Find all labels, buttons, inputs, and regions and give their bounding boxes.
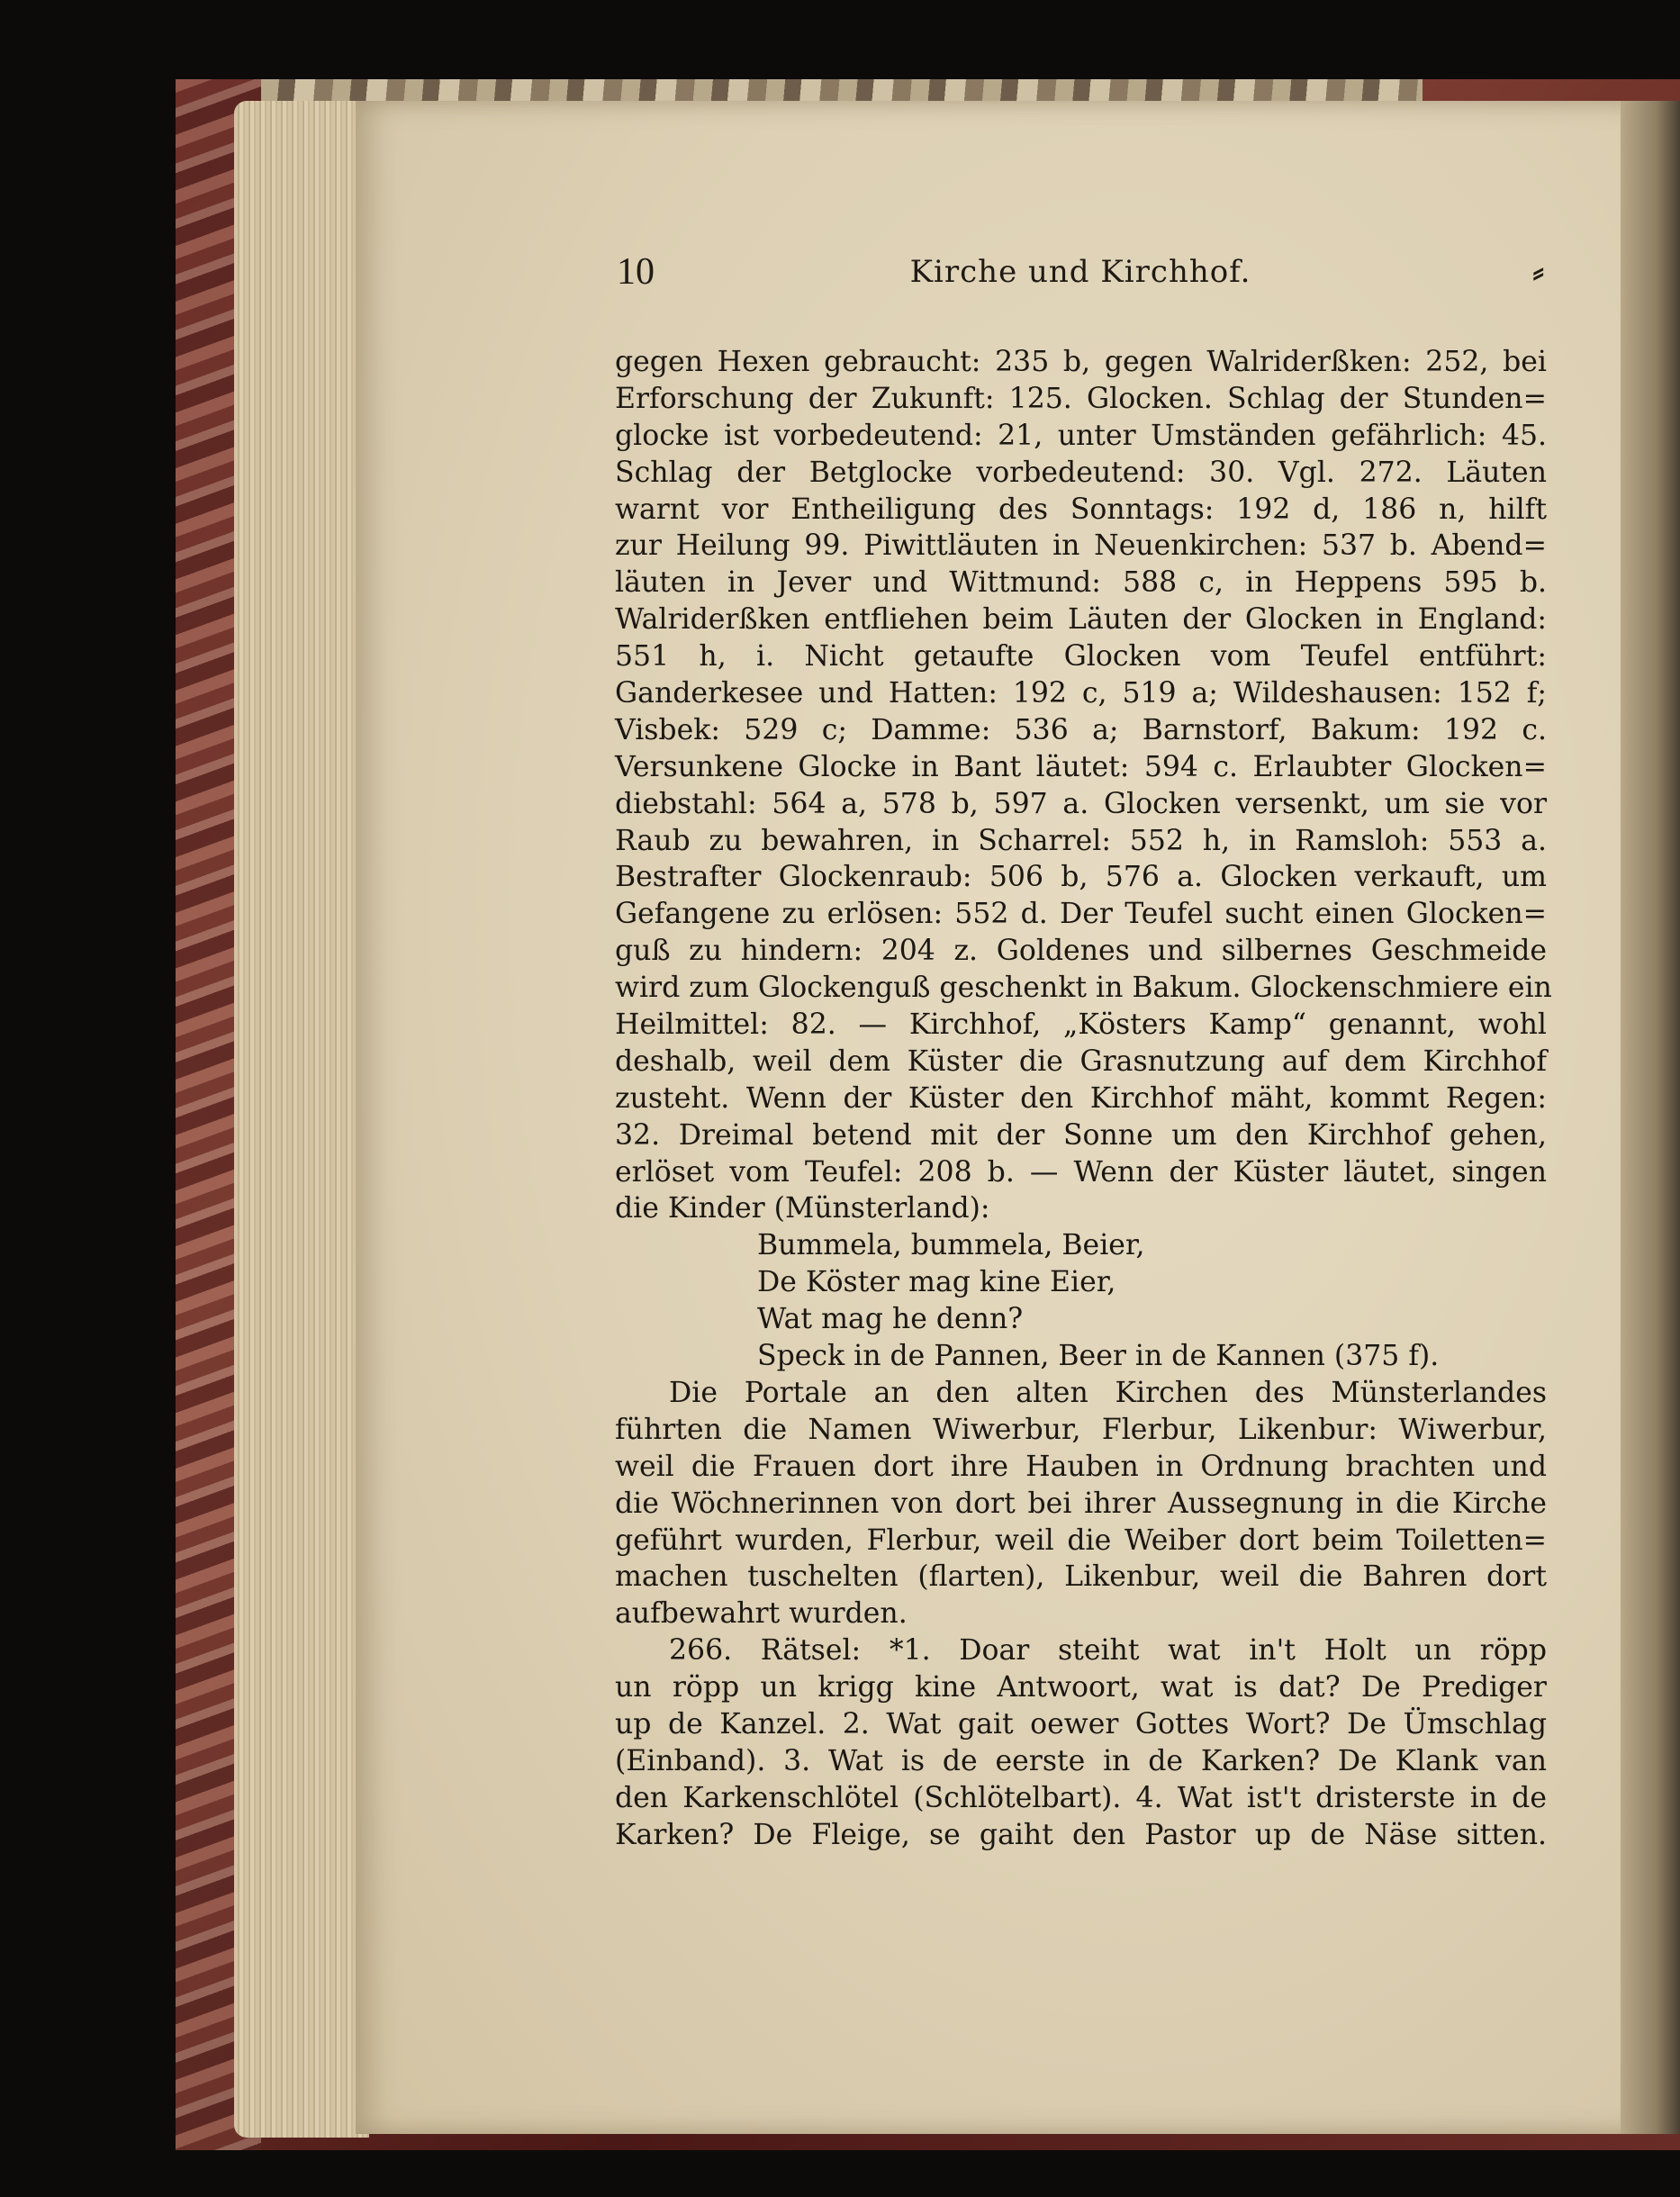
text-line: die Kinder (Münsterland):	[615, 1192, 990, 1225]
running-head	[617, 250, 1544, 304]
header-mark: ⸗	[1532, 250, 1544, 291]
text-line: up de Kanzel. 2. Wat gait oewer Gottes Wort? De Ümschlag	[615, 1707, 1547, 1740]
text-line: Raub zu bewahren, in Scharrel: 552 h, in Ramsloh: 553 a.	[615, 824, 1547, 857]
text-line: gegen Hexen gebraucht: 235 b, gegen Walriderßken: 252, bei	[615, 346, 1547, 378]
text-line: 551 h, i. Nicht getaufte Glocken vom Teufel entführt:	[615, 640, 1547, 674]
text-line: Die Portale an den alten Kirchen des Münsterlandes	[669, 1376, 1547, 1409]
text-line: Walriderßken entfliehen beim Läuten der Glocken in England:	[615, 603, 1547, 637]
page-gutter	[1621, 101, 1680, 2134]
text-line: den Karkenschlötel (Schlötelbart). 4. Wat ist't dristerste in de	[615, 1781, 1547, 1814]
text-line: guß zu hindern: 204 z. Goldenes und silbernes Geschmeide	[615, 935, 1547, 968]
text-line: führten die Namen Wiwerbur, Flerbur, Likenbur: Wiwerbur,	[615, 1413, 1547, 1446]
text-line: erlöset vom Teufel: 208 b. — Wenn der Küster läutet, singen	[615, 1155, 1547, 1189]
text-line: 266. Rätsel: *1. Doar steiht wat in't Holt un röpp	[669, 1634, 1547, 1668]
text-line: Visbek: 529 c; Damme: 536 a; Barnstorf, Bakum: 192 c.	[615, 713, 1547, 746]
text-line: Erforschung der Zukunft: 125. Glocken. Schlag der Stunden=	[615, 382, 1547, 415]
text-line: Versunkene Glocke in Bant läutet: 594 c. Erlaubter Glocken=	[615, 750, 1547, 783]
text-line: machen tuschelten (flarten), Likenbur, weil die Bahren dort	[615, 1560, 1547, 1594]
text-line: geführt wurden, Flerbur, weil die Weiber dort beim Toiletten=	[615, 1523, 1547, 1557]
text-line: warnt vor Entheiligung des Sonntags: 192 d, 186 n, hilft	[615, 493, 1547, 526]
text-line: Ganderkesee und Hatten: 192 c, 519 a; Wildeshausen: 152 f;	[615, 677, 1547, 710]
text-line: weil die Frauen dort ihre Hauben in Ordnung brachten und	[615, 1450, 1547, 1483]
text-line: Karken? De Fleige, se gaiht den Pastor up de Näse sitten.	[615, 1818, 1547, 1851]
body-text	[615, 344, 1552, 1854]
text-line: Bestrafter Glockenraub: 506 b, 576 a. Glocken verkauft, um	[615, 861, 1547, 894]
verse-line: Wat mag he denn?	[757, 1303, 1024, 1336]
text-line: Schlag der Betglocke vorbedeutend: 30. Vgl. 272. Läuten	[615, 456, 1547, 489]
text-line: diebstahl: 564 a, 578 b, 597 a. Glocken versenkt, um sie vor	[615, 787, 1547, 820]
text-line: 32. Dreimal betend mit der Sonne um den Kirchhof gehen,	[615, 1118, 1547, 1152]
text-line: aufbewahrt wurden.	[615, 1597, 908, 1631]
text-line: Gefangene zu erlösen: 552 d. Der Teufel sucht einen Glocken=	[615, 898, 1547, 931]
text-line: deshalb, weil dem Küster die Grasnutzung auf dem Kirchhof	[615, 1044, 1547, 1078]
verse-line: De Köster mag kine Eier,	[757, 1266, 1116, 1299]
page-number: 10	[617, 251, 655, 293]
verse-line: Speck in de Pannen, Beer in de Kannen (375 f).	[757, 1340, 1440, 1373]
text-line: zur Heilung 99. Piwittläuten in Neuenkirchen: 537 b. Abend=	[615, 529, 1547, 563]
text-line: (Einband). 3. Wat is de eerste in de Karken? De Klank van	[615, 1744, 1547, 1777]
verse-line: Bummela, bummela, Beier,	[757, 1229, 1145, 1262]
text-line: un röpp un krigg kine Antwoort, wat is dat? De Prediger	[615, 1671, 1547, 1704]
text-line: läuten in Jever und Wittmund: 588 c, in Heppens 595 b.	[615, 566, 1547, 600]
running-title: Kirche und Kirchhof.	[909, 254, 1251, 290]
text-line: Heilmittel: 82. — Kirchhof, „Kösters Kamp“ genannt, wohl	[615, 1008, 1547, 1042]
text-line: zusteht. Wenn der Küster den Kirchhof mäht, kommt Regen:	[615, 1081, 1547, 1115]
text-line: glocke ist vorbedeutend: 21, unter Umständen gefährlich: 45.	[615, 419, 1547, 452]
text-line: die Wöchnerinnen von dort bei ihrer Aussegnung in die Kirche	[615, 1487, 1547, 1520]
page-stack-edges	[234, 101, 369, 2138]
text-line: wird zum Glockenguß geschenkt in Bakum. Glockenschmiere ein	[615, 972, 1552, 1005]
